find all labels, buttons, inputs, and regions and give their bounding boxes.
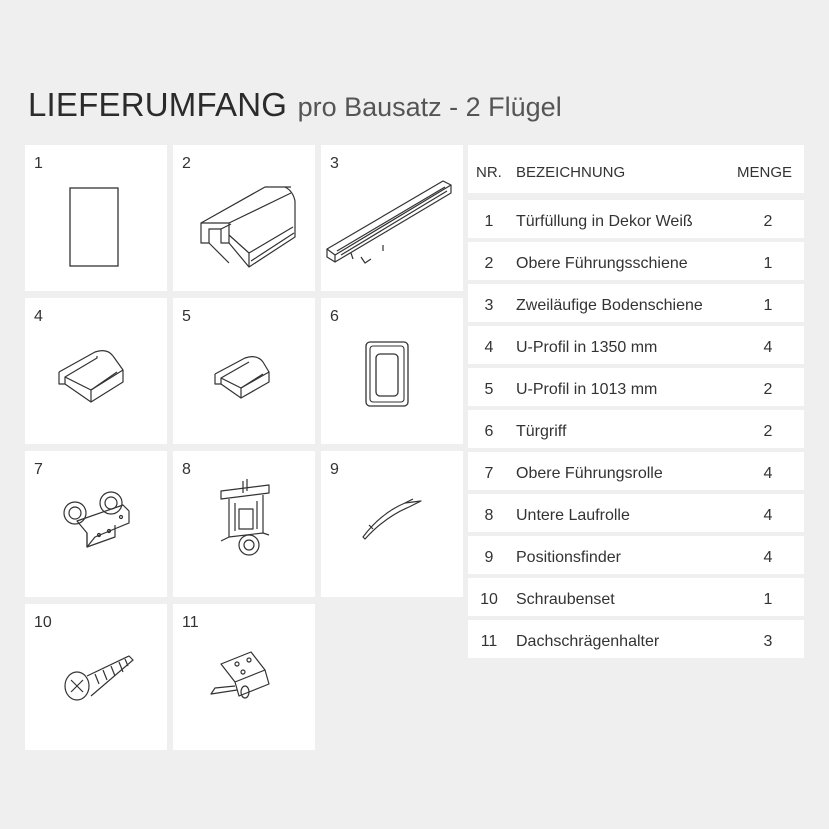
row-name: Positionsfinder [516, 549, 621, 566]
row-nr: 1 [484, 213, 494, 230]
part-cell-6 [321, 298, 463, 444]
table-row [468, 326, 804, 364]
row-qty: 4 [763, 507, 773, 524]
row-name: Dachschrägenhalter [516, 633, 660, 650]
part-cell-9 [321, 451, 463, 597]
row-nr: 4 [484, 339, 494, 356]
row-name: Untere Laufrolle [516, 507, 630, 524]
part-number: 9 [330, 461, 339, 478]
row-nr: 7 [484, 465, 494, 482]
row-name: Zweiläufige Bodenschiene [516, 297, 703, 314]
double-floor-rail-icon [321, 145, 463, 291]
part-cell-11 [173, 604, 315, 750]
part-cell-8 [173, 451, 315, 597]
part-number: 8 [182, 461, 191, 478]
row-qty: 2 [763, 423, 773, 440]
row-nr: 3 [484, 297, 494, 314]
part-number: 5 [182, 308, 191, 325]
row-name: Obere Führungsrolle [516, 465, 663, 482]
row-name: Obere Führungsschiene [516, 255, 688, 272]
part-cell-7 [25, 451, 167, 597]
u-profile-icon [173, 298, 315, 444]
row-qty: 1 [763, 255, 773, 272]
row-name: Türgriff [516, 423, 567, 440]
part-cell-5 [173, 298, 315, 444]
header-qty: MENGE [737, 164, 793, 181]
table-row [468, 452, 804, 490]
part-cell-2 [173, 145, 315, 291]
row-qty: 4 [763, 339, 773, 356]
part-cell-4 [25, 298, 167, 444]
row-name: U-Profil in 1350 mm [516, 339, 658, 356]
row-qty: 2 [763, 381, 773, 398]
row-qty: 2 [763, 213, 773, 230]
row-qty: 1 [763, 297, 773, 314]
table-row [468, 578, 804, 616]
part-number: 10 [34, 614, 52, 631]
row-qty: 1 [763, 591, 773, 608]
row-nr: 8 [484, 507, 494, 524]
part-number: 6 [330, 308, 339, 325]
upper-guide-rail-icon [173, 145, 315, 291]
title-subtitle: pro Bausatz - 2 Flügel [297, 92, 562, 122]
page-title [28, 86, 562, 124]
row-nr: 11 [480, 633, 498, 650]
table-header [468, 145, 804, 193]
row-nr: 9 [484, 549, 494, 566]
row-name: Schraubenset [516, 591, 615, 608]
part-number: 4 [34, 308, 43, 325]
position-finder-icon [321, 451, 463, 597]
row-qty: 4 [763, 549, 773, 566]
u-profile-icon [25, 298, 167, 444]
row-qty: 4 [763, 465, 773, 482]
part-number: 1 [34, 155, 43, 172]
table-row [468, 620, 804, 658]
row-name: U-Profil in 1013 mm [516, 381, 658, 398]
table-row [468, 536, 804, 574]
table-row [468, 200, 804, 238]
row-name: Türfüllung in Dekor Weiß [516, 213, 693, 230]
table-row [468, 368, 804, 406]
row-nr: 6 [484, 423, 494, 440]
row-nr: 10 [480, 591, 498, 608]
slope-holder-icon [173, 604, 315, 750]
part-cell-1 [25, 145, 167, 291]
table-row [468, 284, 804, 322]
upper-guide-roller-icon [25, 451, 167, 597]
door-handle-icon [321, 298, 463, 444]
part-number: 2 [182, 155, 191, 172]
table-row [468, 410, 804, 448]
row-qty: 3 [763, 633, 773, 650]
header-name: BEZEICHNUNG [516, 164, 626, 181]
title-main: LIEFERUMFANG [28, 86, 288, 123]
door-panel-icon [25, 145, 167, 291]
part-cell-10 [25, 604, 167, 750]
header-nr: NR. [476, 164, 502, 181]
screw-icon [25, 604, 167, 750]
part-number: 7 [34, 461, 43, 478]
row-nr: 2 [484, 255, 494, 272]
part-number: 3 [330, 155, 339, 172]
table-row [468, 494, 804, 532]
lower-roller-icon [173, 451, 315, 597]
part-number: 11 [182, 614, 199, 631]
table-row [468, 242, 804, 280]
part-cell-3 [321, 145, 463, 291]
row-nr: 5 [484, 381, 494, 398]
